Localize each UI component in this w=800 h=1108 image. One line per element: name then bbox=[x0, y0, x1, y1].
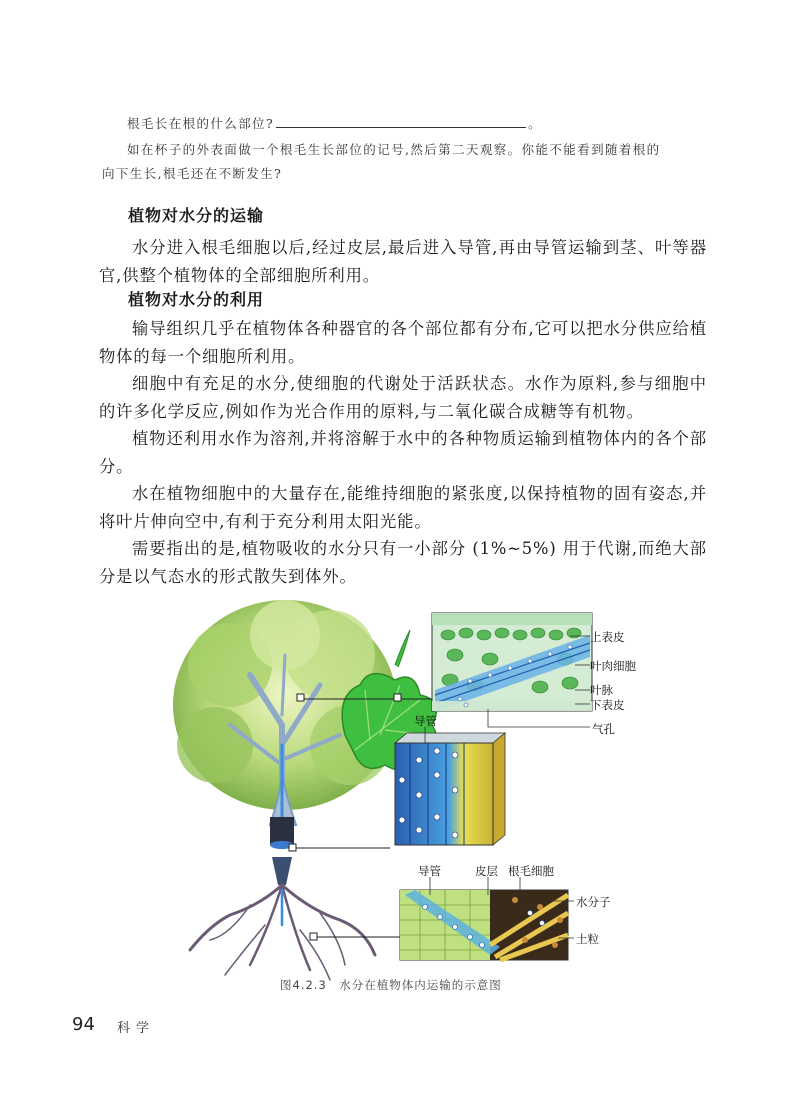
paragraph-utilization-5: 需要指出的是,植物吸收的水分只有一小部分 (1%~5%) 用于代谢,而绝大部分是以气态水的形式散失到体外。 bbox=[99, 539, 707, 586]
label-vessel-stem: 导管 bbox=[414, 714, 437, 728]
question-observation bbox=[102, 138, 727, 186]
tree-roots bbox=[190, 885, 375, 980]
label-mesophyll: 叶肉细胞 bbox=[590, 659, 636, 673]
book-title: 科学 bbox=[117, 1021, 156, 1036]
water-transport-figure bbox=[170, 595, 650, 990]
question-2-line1: 如在杯子的外表面做一个根毛生长部位的记号,然后第二天观察。你能不能看到随着根的 bbox=[127, 142, 661, 157]
label-upper-epidermis: 上表皮 bbox=[590, 630, 625, 644]
label-lower-epidermis: 下表皮 bbox=[590, 698, 625, 712]
label-cortex: 皮层 bbox=[475, 864, 498, 878]
leaf-cross-section bbox=[432, 613, 592, 712]
label-root-hair: 根毛细胞 bbox=[508, 864, 554, 878]
label-soil: 土粒 bbox=[576, 932, 599, 946]
paragraph-utilization-1: 输导组织几乎在植物体各种器官的各个部位都有分布,它可以把水分供应给植物体的每一个细胞所利用。 bbox=[99, 319, 707, 366]
page-number: 94 bbox=[72, 1014, 95, 1035]
question-1-end: 。 bbox=[528, 116, 543, 131]
section-heading-utilization: 植物对水分的利用 bbox=[128, 290, 265, 309]
question-root-hair-location bbox=[127, 114, 542, 132]
question-2-line2: 向下生长,根毛还在不断发生? bbox=[102, 166, 283, 181]
stem-vessel-section bbox=[395, 727, 505, 845]
question-1-text: 根毛长在根的什么部位? bbox=[127, 116, 275, 131]
root-section bbox=[400, 890, 568, 960]
paragraph-utilization-2: 细胞中有充足的水分,使细胞的代谢处于活跃状态。水作为原料,参与细胞中的许多化学反应,例如作为光合作用的原料,与二氧化碳合成糖等有机物。 bbox=[99, 374, 707, 421]
label-vessel-root: 导管 bbox=[418, 864, 441, 878]
label-stoma: 气孔 bbox=[592, 722, 615, 736]
label-vein: 叶脉 bbox=[590, 683, 613, 697]
label-water-molecule: 水分子 bbox=[576, 895, 611, 909]
paragraph-utilization-4: 水在植物细胞中的大量存在,能维持细胞的紧张度,以保持植物的固有姿态,并将叶片伸向空中,有利于充分利用太阳光能。 bbox=[99, 484, 707, 531]
answer-blank bbox=[276, 115, 526, 128]
figure-caption: 图4.2.3 水分在植物体内运输的示意图 bbox=[280, 978, 502, 992]
paragraph-transport: 水分进入根毛细胞以后,经过皮层,最后进入导管,再由导管运输到茎、叶等器官,供整个植物体的全部细胞所利用。 bbox=[99, 238, 707, 285]
paragraph-utilization-3: 植物还利用水作为溶剂,并将溶解于水中的各种物质运输到植物体内的各个部分。 bbox=[99, 429, 707, 476]
section-heading-transport: 植物对水分的运输 bbox=[128, 206, 265, 225]
